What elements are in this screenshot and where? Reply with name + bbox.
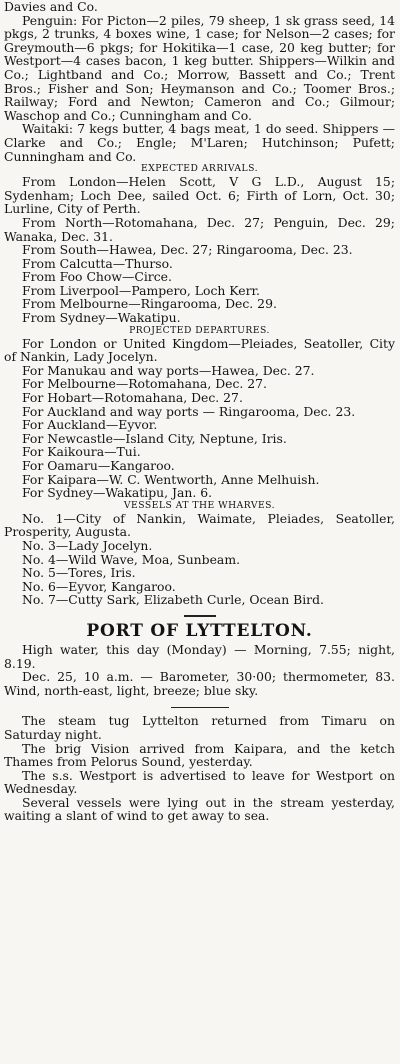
news-item: The s.s. Westport is advertised to leave for Westport on Wednesday. [4,767,395,797]
wharves-list [4,512,395,607]
list-item: From Calcutta—Thurso. [22,255,173,271]
list-item: For Sydney—Wakatipu, Jan. 6. [22,485,213,501]
list-item: From South—Hawea, Dec. 27; Ringarooma, Dec. 23. [22,242,353,258]
wharves-heading: VESSELS AT THE WHARVES. [123,499,276,511]
list-item: From Foo Chow—Circe. [22,269,172,285]
shipping-news [4,714,395,823]
arrivals-list [4,175,395,325]
arrivals-heading: EXPECTED ARRIVALS. [140,163,259,175]
list-item: For Kaipara—W. C. Wentworth, Anne Melhuish. [22,471,320,487]
tide-report: High water, this day (Monday) — Morning, 7.55; night, 8.19. [4,641,395,671]
list-item: From Liverpool—Pampero, Loch Kerr. [22,282,260,298]
port-title: PORT OF LYTTELTON. [86,620,313,641]
list-item: No. 1—City of Nankin, Waimate, Pleiades, Seatoller, Prosperity, Augusta. [4,510,395,540]
waitaki-cargo: Waitaki: 7 kegs butter, 4 bags meat, 1 do seed. Shippers — Clarke and Co.; Engle; M'Laren; Hutchinson; Pufett; Cunningham and Co. [4,121,395,164]
list-item: From Melbourne—Ringarooma, Dec. 29. [22,296,277,312]
top-fragment: Davies and Co. [4,0,98,14]
list-item: For Auckland—Eyvor. [22,417,158,433]
list-item: No. 7—Cutty Sark, Elizabeth Curle, Ocean Bird. [22,592,324,608]
list-item: For Manukau and way ports—Hawea, Dec. 27. [22,362,315,378]
section-divider [184,615,216,617]
list-item: No. 4—Wild Wave, Moa, Sunbeam. [22,551,241,567]
penguin-cargo: Penguin: For Picton—2 piles, 79 sheep, 1 sk grass seed, 14 pkgs, 2 trunks, 4 boxes wine, 1 case; for Nelson—2 cases; for Greymouth—6 pkgs; for Hokitika—1 case, 20 keg butter; for Westport—4 cases bacon, 1 keg butter. Shippers—Wilkin and Co.; Lightband and Co.; Morrow, Bassett and Co.; Trent Bros.; Fisher and Son; Heymanson and Co.; Toomer Bros.; Railway; Ford and Newton; Cameron and Co.; Gilmour; Waschop and Co.; Cunningham and Co. [4,12,395,123]
list-item: For Newcastle—Island City, Neptune, Iris. [22,430,287,446]
section-divider [171,707,229,708]
list-item: No. 5—Tores, Iris. [22,565,136,581]
weather-report: Dec. 25, 10 a.m. — Barometer, 30·00; thermometer, 83. Wind, north-east, light, breeze; blue sky. [4,669,395,698]
list-item: For Oamaru—Kangaroo. [22,458,175,473]
list-item: For Kaikoura—Tui. [22,444,141,460]
list-item: For London or United Kingdom—Pleiades, Seatoller, City of Nankin, Lady Jocelyn. [4,335,395,365]
list-item: From North—Rotomahana, Dec. 27; Penguin, Dec. 29; Wanaka, Dec. 31. [4,214,395,244]
news-item: Several vessels were lying out in the stream yesterday, waiting a slant of wind to get away to sea. [4,794,395,824]
list-item: No. 6—Eyvor, Kangaroo. [22,578,176,594]
list-item: From Sydney—Wakatipu. [22,310,181,326]
departures-list [4,337,395,500]
list-item: For Auckland and way ports — Ringarooma, Dec. 23. [22,403,356,419]
news-item: The steam tug Lyttelton returned from Timaru on Saturday night. [4,713,395,742]
list-item: For Hobart—Rotomahana, Dec. 27. [22,390,243,406]
news-item: The brig Vision arrived from Kaipara, and the ketch Thames from Pelorus Sound, yesterday. [4,740,395,770]
list-item: From London—Helen Scott, V G L.D., August 15; Sydenham; Loch Dee, sailed Oct. 6; Firth of Lorn, Oct. 30; Lurline, City of Perth. [4,174,395,217]
list-item: No. 3—Lady Jocelyn. [22,537,153,553]
list-item: For Melbourne—Rotomahana, Dec. 27. [22,376,267,392]
departures-heading: PROJECTED DEPARTURES. [129,324,270,336]
